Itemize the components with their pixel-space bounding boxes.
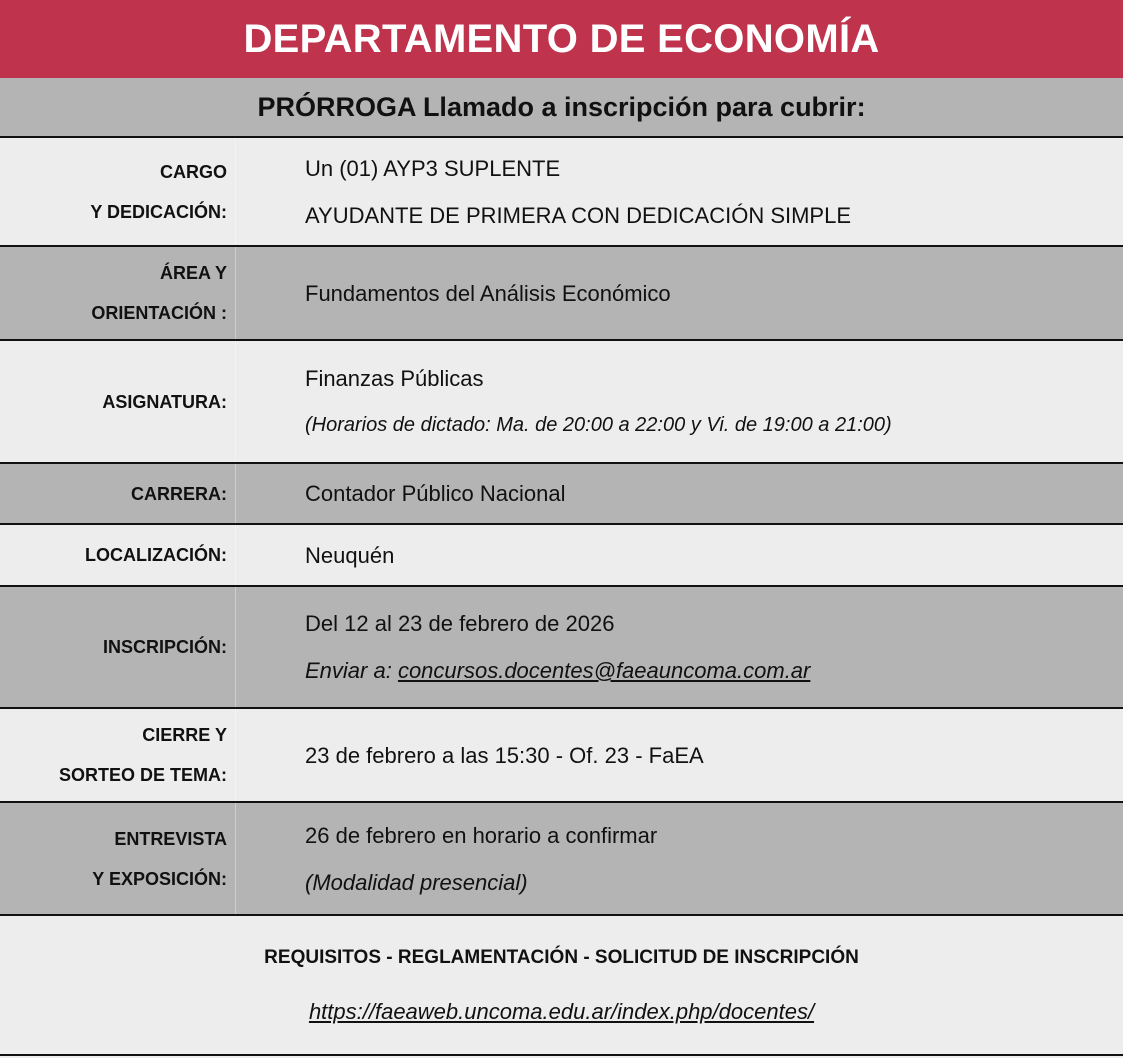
row-localizacion [0, 525, 1123, 587]
row-value [236, 247, 1123, 339]
schedule-note: (Horarios de dictado: Ma. de 20:00 a 22:00 y Vi. de 19:00 a 21:00) [305, 413, 892, 436]
value-line: Un (01) AYP3 SUPLENTE [305, 155, 561, 181]
label-line: CARRERA: [131, 483, 227, 504]
send-line [305, 647, 1123, 694]
row-value [236, 138, 1123, 245]
label-line: ENTREVISTA [114, 828, 227, 849]
value-line: Del 12 al 23 de febrero de 2026 [305, 611, 615, 636]
row-label [0, 464, 236, 523]
value-line: Neuquén [305, 542, 395, 568]
row-asignatura [0, 341, 1123, 464]
row-label [0, 247, 236, 339]
label-line: Y EXPOSICIÓN: [92, 868, 227, 889]
value-line: Contador Público Nacional [305, 481, 566, 506]
send-prefix: Enviar a: [305, 658, 398, 683]
email-link[interactable]: concursos.docentes@faeauncoma.com.ar [397, 658, 811, 683]
row-value [236, 464, 1123, 523]
modality-note: (Modalidad presencial) [305, 869, 528, 895]
row-cargo [0, 138, 1123, 247]
row-value [236, 803, 1123, 914]
row-carrera [0, 464, 1123, 525]
row-label [0, 525, 236, 585]
call-title: PRÓRROGA Llamado a inscripción para cubrir: [257, 91, 866, 122]
value-line: Fundamentos del Análisis Económico [305, 280, 671, 306]
label-line: INSCRIPCIÓN: [102, 637, 227, 657]
value-line: 23 de febrero a las 15:30 - Of. 23 - FaEA [305, 742, 704, 768]
row-value [236, 709, 1123, 801]
department-header [0, 0, 1123, 78]
requirements-text: REQUISITOS - REGLAMENTACIÓN - SOLICITUD DE INSCRIPCIÓN [264, 947, 859, 968]
label-line: LOCALIZACIÓN: [85, 545, 227, 565]
label-line: SORTEO DE TEMA: [58, 765, 227, 785]
label-line: ORIENTACIÓN : [91, 303, 227, 323]
label-line: CIERRE Y [142, 725, 227, 745]
row-label [0, 138, 236, 245]
row-entrevista [0, 803, 1123, 916]
label-line: ÁREA Y [159, 263, 227, 283]
value-line: Finanzas Públicas [305, 365, 484, 391]
row-value [236, 587, 1123, 707]
row-label [0, 803, 236, 914]
label-line: Y DEDICACIÓN: [90, 201, 227, 222]
row-area [0, 247, 1123, 341]
row-inscripcion [0, 587, 1123, 709]
row-label [0, 709, 236, 801]
row-value [236, 341, 1123, 462]
call-subheader [0, 78, 1123, 138]
value-line: 26 de febrero en horario a confirmar [305, 822, 658, 848]
label-line: CARGO [160, 161, 227, 182]
department-title: DEPARTAMENTO DE ECONOMÍA [243, 16, 880, 61]
row-value [236, 525, 1123, 585]
docentes-link[interactable]: https://faeaweb.uncoma.edu.ar/index.php/docentes/ [308, 999, 815, 1024]
row-label [0, 587, 236, 707]
footer [0, 916, 1123, 1056]
value-line: AYUDANTE DE PRIMERA CON DEDICACIÓN SIMPLE [305, 202, 852, 228]
row-cierre [0, 709, 1123, 803]
label-line: ASIGNATURA: [102, 391, 227, 412]
row-label [0, 341, 236, 462]
